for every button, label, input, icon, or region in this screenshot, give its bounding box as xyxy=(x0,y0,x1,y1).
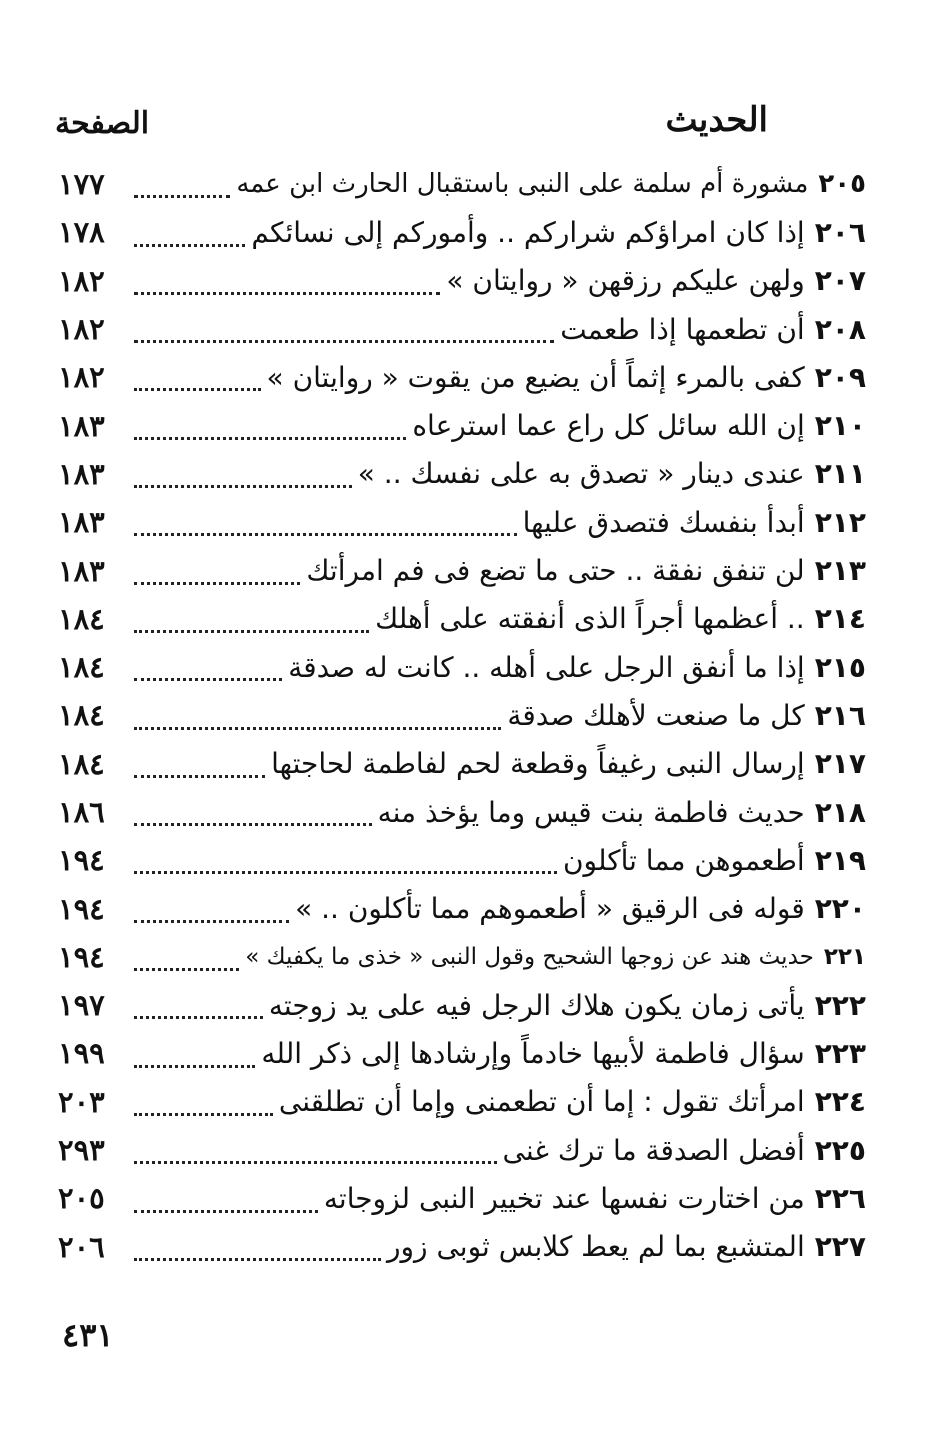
toc-entry xyxy=(279,1085,866,1118)
toc-entry xyxy=(306,554,866,587)
toc-row xyxy=(58,1078,866,1126)
dot-leader xyxy=(134,606,369,633)
toc-row xyxy=(58,498,866,546)
toc-row xyxy=(58,1126,866,1174)
toc-entry xyxy=(236,169,866,199)
hadith-title: مشورة أم سلمة على النبى باستقبال الحارث ابن عمه xyxy=(236,169,809,200)
hadith-number: ٢٢٥ xyxy=(814,1133,866,1167)
toc-entry xyxy=(523,506,866,539)
hadith-title: عندى دينار « تصدق به على نفسك .. » xyxy=(357,457,805,491)
hadith-number: ٢٠٩ xyxy=(814,360,866,394)
toc-row xyxy=(58,401,866,449)
hadith-number: ٢٠٥ xyxy=(818,169,866,200)
hadith-number: ٢٢٠ xyxy=(814,892,866,926)
toc-page-number: ١٧٨ xyxy=(58,215,105,250)
hadith-number: ٢٠٨ xyxy=(814,312,866,346)
hadith-title: سؤال فاطمة لأبيها خادماً وإرشادها إلى ذكر الله xyxy=(261,1036,805,1070)
dot-leader xyxy=(134,799,372,826)
table-header xyxy=(55,100,768,150)
dot-leader xyxy=(134,751,265,778)
hadith-title: المتشبع بما لم يعط كلابس ثوبى زور xyxy=(387,1230,805,1264)
toc-row xyxy=(58,933,866,981)
dot-leader xyxy=(134,461,352,488)
toc-row xyxy=(58,305,866,353)
toc-entry xyxy=(378,796,866,829)
toc-entry xyxy=(269,989,866,1022)
table-of-contents xyxy=(58,160,866,1271)
toc-page-number: ١٨٤ xyxy=(58,698,105,733)
toc-entry xyxy=(271,747,866,780)
column-title-hadith: الحديث xyxy=(665,100,768,140)
toc-row xyxy=(58,691,866,739)
page-number: ٤٣١ xyxy=(62,1316,114,1354)
hadith-number: ٢٢٧ xyxy=(814,1230,866,1264)
hadith-number: ٢١٦ xyxy=(814,698,866,732)
column-title-page: الصفحة xyxy=(55,106,150,141)
hadith-number: ٢٢٣ xyxy=(814,1036,866,1070)
toc-page-number: ١٨٣ xyxy=(58,408,105,443)
toc-row xyxy=(58,1174,866,1222)
toc-row xyxy=(58,546,866,594)
hadith-title: ولهن عليكم رزقهن « روايتان » xyxy=(446,264,805,298)
toc-row xyxy=(58,1223,866,1271)
toc-row xyxy=(58,595,866,643)
toc-row xyxy=(58,788,866,836)
toc-entry xyxy=(358,457,866,490)
toc-entry xyxy=(507,699,866,732)
toc-page-number: ١٨٢ xyxy=(58,263,105,298)
dot-leader xyxy=(134,1234,381,1261)
hadith-number: ٢١٤ xyxy=(814,602,866,636)
toc-row xyxy=(58,160,866,208)
hadith-title: كل ما صنعت لأهلك صدقة xyxy=(507,698,805,732)
toc-page-number: ١٩٧ xyxy=(58,988,105,1023)
hadith-title: أن تطعمها إذا طعمت xyxy=(560,312,805,346)
dot-leader xyxy=(134,703,501,730)
toc-entry xyxy=(560,313,866,346)
toc-row xyxy=(58,643,866,691)
toc-page-number: ١٨٤ xyxy=(58,746,105,781)
hadith-title: أفضل الصدقة ما ترك غنى xyxy=(502,1133,805,1167)
dot-leader xyxy=(134,1089,273,1116)
hadith-title: يأتى زمان يكون هلاك الرجل فيه على يد زوجته xyxy=(268,988,805,1022)
hadith-number: ٢١١ xyxy=(814,457,866,491)
dot-leader xyxy=(134,847,557,874)
toc-entry xyxy=(446,264,866,297)
dot-leader xyxy=(134,171,230,198)
hadith-number: ٢٢١ xyxy=(823,943,866,970)
hadith-number: ٢٠٦ xyxy=(814,215,866,249)
hadith-title: إذا كان امراؤكم شراركم .. وأموركم إلى نسائكم xyxy=(251,215,805,249)
toc-page-number: ١٩٤ xyxy=(58,843,105,878)
toc-page-number: ٢٩٣ xyxy=(58,1133,105,1168)
toc-entry xyxy=(245,944,866,970)
toc-page-number: ٢٠٣ xyxy=(58,1084,105,1119)
toc-row xyxy=(58,884,866,932)
hadith-number: ٢١٩ xyxy=(814,843,866,877)
hadith-title: إذا ما أنفق الرجل على أهله .. كانت له صدقة xyxy=(288,650,805,684)
toc-row xyxy=(58,450,866,498)
dot-leader xyxy=(134,896,289,923)
hadith-title: .. أعظمها أجراً الذى أنفقته على أهلك xyxy=(375,602,805,636)
toc-entry xyxy=(563,844,866,877)
hadith-number: ٢١٨ xyxy=(814,795,866,829)
toc-page-number: ١٨٤ xyxy=(58,650,105,685)
dot-leader xyxy=(134,1186,318,1213)
toc-page-number: ١٨٢ xyxy=(58,312,105,347)
hadith-number: ٢٢٤ xyxy=(814,1085,866,1119)
toc-row xyxy=(58,1029,866,1077)
hadith-title: قوله فى الرقيق « أطعموهم مما تأكلون .. » xyxy=(295,892,805,926)
hadith-title: لن تنفق نفقة .. حتى ما تضع فى فم امرأتك xyxy=(306,554,805,588)
toc-entry xyxy=(288,651,866,684)
hadith-number: ٢٠٧ xyxy=(814,264,866,298)
hadith-title: أبدأ بنفسك فتصدق عليها xyxy=(522,505,805,539)
toc-page-number: ١٨٣ xyxy=(58,553,105,588)
toc-entry xyxy=(324,1182,866,1215)
toc-page-number: ١٩٤ xyxy=(58,939,105,974)
toc-page-number: ١٨٦ xyxy=(58,795,105,829)
toc-page-number: ٢٠٦ xyxy=(58,1229,105,1264)
hadith-number: ٢١٠ xyxy=(814,409,866,443)
dot-leader xyxy=(134,413,406,440)
dot-leader xyxy=(134,316,554,343)
dot-leader xyxy=(134,1041,255,1068)
toc-entry xyxy=(267,361,866,394)
hadith-number: ٢٢٦ xyxy=(814,1181,866,1215)
toc-page-number: ١٨٣ xyxy=(58,505,105,540)
hadith-number: ٢١٢ xyxy=(814,505,866,539)
toc-entry xyxy=(412,409,866,442)
dot-leader xyxy=(134,654,282,681)
toc-entry xyxy=(261,1037,866,1070)
dot-leader xyxy=(134,364,261,391)
toc-page-number: ١٨٣ xyxy=(58,456,105,491)
toc-row xyxy=(58,740,866,788)
toc-entry xyxy=(251,216,866,249)
dot-leader xyxy=(134,268,440,295)
toc-page-number: ١٨٤ xyxy=(58,601,105,636)
dot-leader xyxy=(134,944,239,971)
toc-row xyxy=(58,208,866,256)
toc-page-number: ١٩٩ xyxy=(58,1036,105,1071)
toc-row xyxy=(58,353,866,401)
dot-leader xyxy=(134,509,517,536)
hadith-title: أطعموهن مما تأكلون xyxy=(562,843,805,877)
hadith-title: امرأتك تقول : إما أن تطعمنى وإما أن تطلقنى xyxy=(278,1085,805,1119)
hadith-number: ٢١٣ xyxy=(814,554,866,588)
toc-row xyxy=(58,836,866,884)
toc-page-number: ١٩٤ xyxy=(58,891,105,926)
dot-leader xyxy=(134,220,245,247)
toc-row xyxy=(58,981,866,1029)
hadith-title: حديث فاطمة بنت قيس وما يؤخذ منه xyxy=(377,795,805,829)
toc-entry xyxy=(387,1230,866,1263)
dot-leader xyxy=(134,992,263,1019)
dot-leader xyxy=(134,558,300,585)
hadith-title: كفى بالمرء إثماً أن يضيع من يقوت « روايتان » xyxy=(266,360,805,394)
toc-page-number: ١٨٢ xyxy=(58,360,105,395)
toc-page-number: ٢٠٥ xyxy=(58,1181,105,1216)
hadith-number: ٢١٧ xyxy=(814,747,866,781)
toc-entry xyxy=(375,602,866,635)
hadith-title: إن الله سائل كل راع عما استرعاه xyxy=(412,409,805,443)
hadith-title: من اختارت نفسها عند تخيير النبى لزوجاته xyxy=(323,1181,805,1215)
toc-row xyxy=(58,257,866,305)
toc-entry xyxy=(503,1134,867,1167)
dot-leader xyxy=(134,1137,497,1164)
hadith-title: حديث هند عن زوجها الشحيح وقول النبى « خذى ما يكفيك » xyxy=(245,943,814,970)
hadith-number: ٢١٥ xyxy=(814,650,866,684)
hadith-title: إرسال النبى رغيفاً وقطعة لحم لفاطمة لحاجتها xyxy=(271,747,805,781)
toc-entry xyxy=(295,892,866,925)
hadith-number: ٢٢٢ xyxy=(814,988,866,1022)
toc-page-number: ١٧٧ xyxy=(58,167,105,202)
